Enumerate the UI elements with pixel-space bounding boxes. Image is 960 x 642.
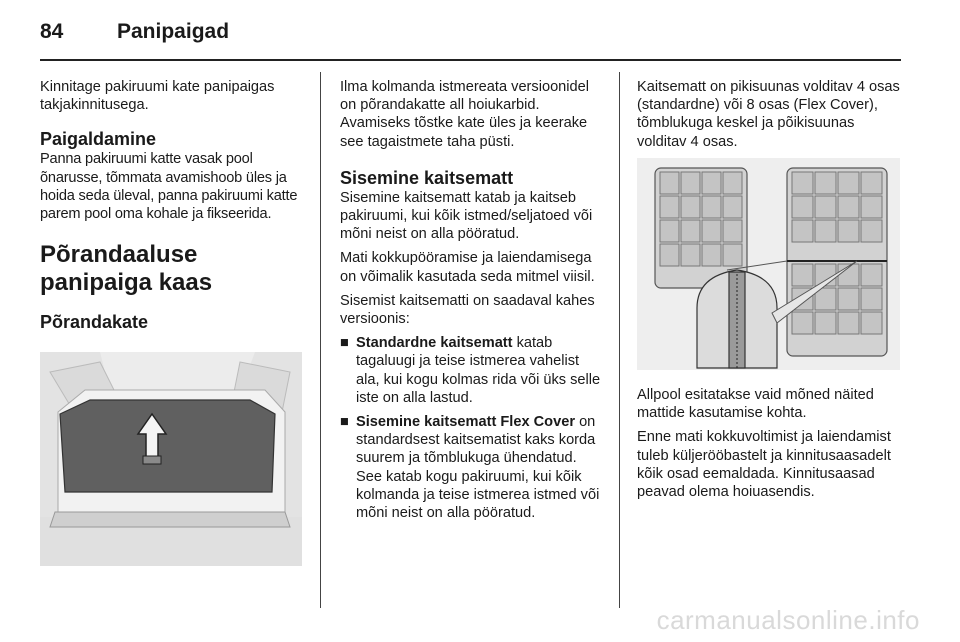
intro-text: Kinnitage pakiruumi kate panipaigas takjakinnitusega. [40,79,275,114]
flex-cover-mat [787,168,887,356]
cargo-mat-illustration [637,158,900,370]
column-1 [40,78,306,343]
bullet-square-icon: ■ [340,335,349,352]
storage-text: Ilma kolmanda istmereata versioonidel on põrandakatte all hoiukarbid. Avamiseks tõstke kate üles ja keerake see tagaistmete taha püsti. [340,79,590,150]
install-heading: Paigaldamine [40,129,157,150]
fold-text: Mati kokkupööramise ja laiendamisega on võimalik kasutada seda mitmel viisil. [340,250,595,285]
bullet-flex-text: on standardsest kaitsematist kaks korda suurem ja tõmblukuga ühendatud. See katab kogu pakiruumi, kui kõik kolmanda ja teise istmerea istmed või mõni neist on alla pööratud. [356,414,600,522]
main-heading: Põrandaaluse panipaiga kaas [40,241,213,297]
standard-mat [655,168,747,288]
bullet-standard [340,334,606,407]
header-rule [40,59,901,61]
bullet-flex [340,413,606,522]
examples-text: Allpool esitatakse vaid mõned näited mattide kasutamise kohta. [637,387,874,422]
column-divider-1 [320,72,321,608]
bullet-standard-text: katab tagaluugi ja teise istmerea vahelist ala, kui kogu kolmas rida või üks selle iste on alla lastud. [356,335,601,406]
column-3 [637,78,901,157]
mat-text: Sisemine kaitsematt katab ja kaitseb pakiruumi, kui kõik istmed/seljatoed või mõni neist on alla pööratud. [340,189,593,243]
mat-heading: Sisemine kaitsematt [340,167,514,188]
floor-heading: Põrandakate [40,312,149,333]
section-title: Panipaigad [117,20,230,43]
floor-cover [60,400,275,492]
versions-text: Sisemist kaitsematti on saadaval kahes versioonis: [340,292,595,328]
bullet-square-icon: ■ [340,414,349,431]
folding-text: Kaitsematt on pikisuunas volditav 4 osas (standardne) või 8 osas (Flex Cover), tõmblukuga keskel ja põikisuunas volditav 4 osas. [637,79,900,150]
bullet-flex-title: Sisemine kaitsematt Flex Cover [356,414,576,431]
watermark: carmanualsonline.info [656,605,920,635]
preparation-text: Enne mati kokkuvoltimist ja laiendamist tuleb küljerööbastelt ja kinnitusaasadelt kõik osad eemaldada. Kinnitusaasad peavad olema hoiuasendis. [637,429,891,501]
trunk-floor-illustration [40,352,302,566]
page-number: 84 [40,20,64,43]
install-text: Panna pakiruumi katte vasak pool õnarusse, tõmmata avamishoob üles ja hoida seda üleval, panna pakiruumi katte parem pool oma kohale ja fikseerida. [40,151,298,223]
bullet-standard-title: Standardne kaitsematt [356,335,513,352]
column-2 [340,78,606,528]
column-divider-2 [619,72,620,608]
column-3-lower [637,386,901,507]
